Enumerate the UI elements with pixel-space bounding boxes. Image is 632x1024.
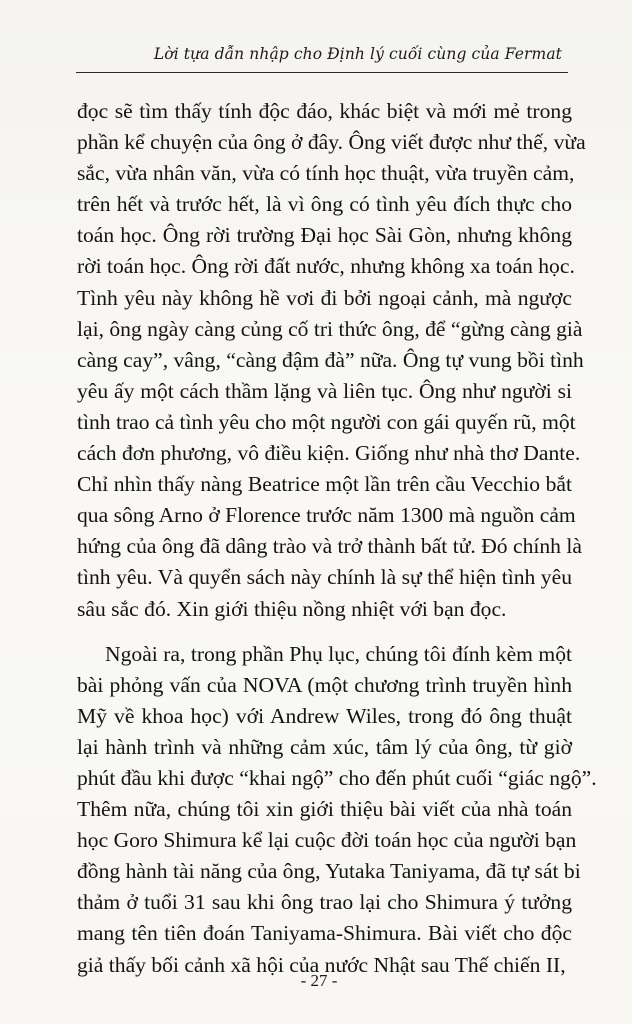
text-line: học Goro Shimura kể lại cuộc đời toán học của người bạn bbox=[77, 828, 577, 853]
text-line: thảm ở tuổi 31 sau khi ông trao lại cho Shimura ý tưởng bbox=[77, 890, 572, 915]
text-line: tình trao cả tình yêu cho một người con gái quyến rũ, một bbox=[77, 409, 576, 434]
text-line: hứng của ông đã dâng trào và trở thành bất tử. Đó chính là bbox=[77, 534, 582, 559]
text-line: sắc, vừa nhân văn, vừa có tính học thuật, vừa truyền cảm, bbox=[77, 161, 575, 186]
text-line: phần kể chuyện của ông ở đây. Ông viết được như thế, vừa bbox=[77, 130, 586, 155]
running-header-title: Lời tựa dẫn nhập cho Định lý cuối cùng của Fermat bbox=[153, 45, 562, 63]
text-line: bài phỏng vấn của NOVA (một chương trình truyền hình bbox=[77, 672, 572, 697]
text-line: lại hành trình và những cảm xúc, tâm lý của ông, từ giờ bbox=[77, 734, 572, 759]
text-line: yêu ấy một cách thầm lặng và liên tục. Ông như người si bbox=[77, 378, 572, 403]
text-line: Mỹ về khoa học) với Andrew Wiles, trong đó ông thuật bbox=[77, 703, 572, 728]
text-line: đồng hành tài năng của ông, Yutaka Taniyama, đã tự sát bi bbox=[77, 859, 581, 884]
text-line: qua sông Arno ở Florence trước năm 1300 mà nguồn cảm bbox=[77, 503, 576, 528]
text-line: lại, ông ngày càng củng cố tri thức ông, để “gừng càng già bbox=[77, 316, 583, 341]
text-line: giả thấy bối cảnh xã hội của nước Nhật sau Thế chiến II, bbox=[77, 952, 566, 977]
text-line: Chỉ nhìn thấy nàng Beatrice một lần trên cầu Vecchio bắt bbox=[77, 472, 572, 497]
text-line: trên hết và trước hết, là vì ông có tình yêu đích thực cho bbox=[77, 192, 572, 217]
text-line: cách đơn phương, vô điều kiện. Giống như nhà thơ Dante. bbox=[77, 441, 581, 466]
text-line: phút đầu khi được “khai ngộ” cho đến phút cuối “giác ngộ”. bbox=[77, 765, 597, 790]
text-line: Ngoài ra, trong phần Phụ lục, chúng tôi đính kèm một bbox=[105, 641, 572, 666]
paragraph-2 bbox=[77, 639, 597, 981]
text-line: càng cay”, vâng, “càng đậm đà” nữa. Ông tự vung bồi tình bbox=[77, 347, 584, 372]
text-line: đọc sẽ tìm thấy tính độc đáo, khác biệt và mới mẻ trong bbox=[77, 99, 572, 123]
page-number: - 27 - bbox=[300, 971, 338, 990]
text-line: tình yêu. Và quyển sách này chính là sự thể hiện tình yêu bbox=[77, 565, 572, 590]
paragraph-1 bbox=[77, 96, 586, 625]
body-text bbox=[77, 96, 597, 981]
text-line: Tình yêu này không hề vơi đi bởi ngoại cảnh, mà ngược bbox=[77, 285, 572, 310]
header-rule bbox=[76, 72, 568, 73]
text-line: mang tên tiên đoán Taniyama-Shimura. Bài viết cho độc bbox=[77, 921, 572, 946]
text-line: sâu sắc đó. Xin giới thiệu nồng nhiệt với bạn đọc. bbox=[77, 596, 507, 621]
text-line: Thêm nữa, chúng tôi xin giới thiệu bài viết của nhà toán bbox=[77, 797, 572, 822]
text-line: rời toán học. Ông rời đất nước, nhưng không xa toán học. bbox=[77, 254, 575, 279]
text-line: toán học. Ông rời trường Đại học Sài Gòn, nhưng không bbox=[77, 223, 572, 248]
